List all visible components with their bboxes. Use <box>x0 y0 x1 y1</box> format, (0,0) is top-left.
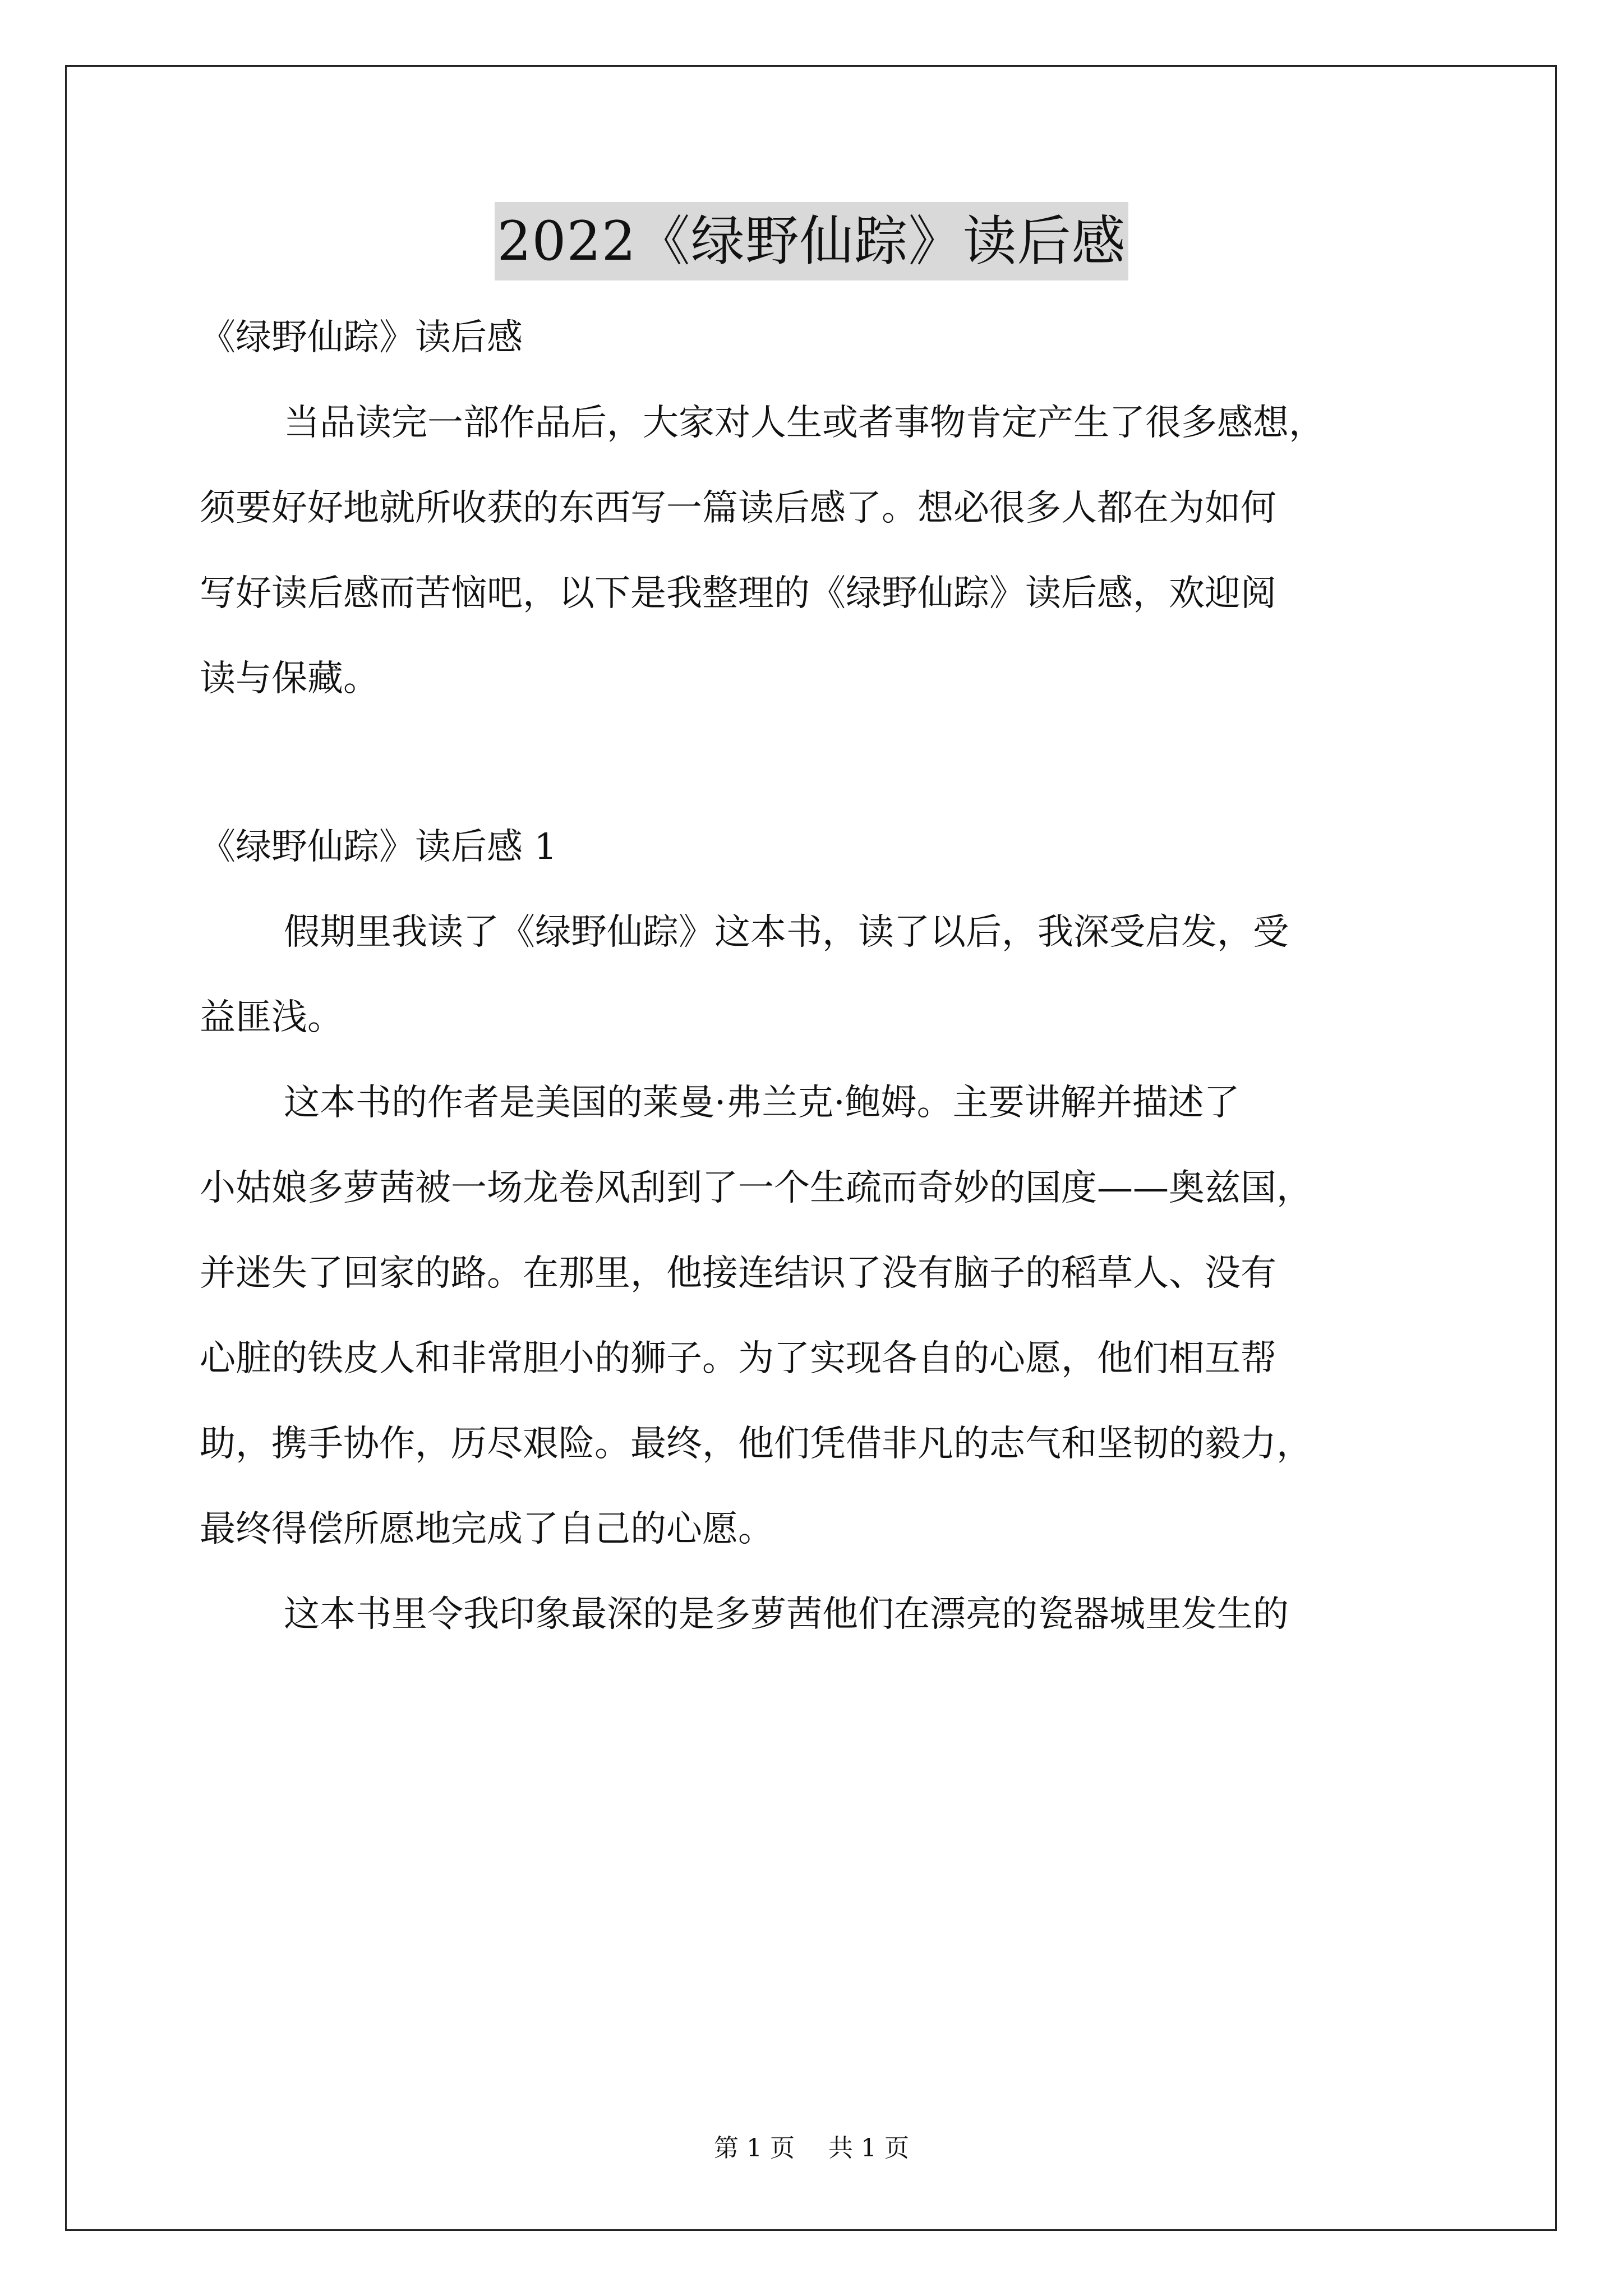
p2-line: 小姑娘多萝茜被一场龙卷风刮到了一个生疏而奇妙的国度——奥兹国， <box>200 1167 1312 1209</box>
page-number: 第 1 页 <box>714 2134 795 2162</box>
p1-line: 假期里我读了《绿野仙踪》这本书，读了以后，我深受启发，受 <box>284 912 1289 953</box>
p3-line: 这本书里令我印象最深的是多萝茜他们在漂亮的瓷器城里发生的 <box>284 1594 1289 1635</box>
p2-line: 并迷失了回家的路。在那里，他接连结识了没有脑子的稻草人、没有 <box>200 1253 1276 1294</box>
intro-line: 写好读后感而苦恼吧，以下是我整理的《绿野仙踪》读后感，欢迎阅 <box>200 573 1276 614</box>
section1-heading: 《绿野仙踪》读后感 1 <box>200 826 557 868</box>
intro-heading: 《绿野仙踪》读后感 <box>200 317 523 358</box>
p2-line: 心脏的铁皮人和非常胆小的狮子。为了实现各自的心愿，他们相互帮 <box>200 1338 1276 1379</box>
intro-line: 当品读完一部作品后，大家对人生或者事物肯定产生了很多感想， <box>284 402 1325 444</box>
p2-line: 最终得偿所愿地完成了自己的心愿。 <box>200 1508 774 1550</box>
p2-line: 这本书的作者是美国的莱曼·弗兰克·鲍姆。主要讲解并描述了 <box>284 1082 1240 1124</box>
page-footer <box>0 2132 1623 2165</box>
page-total: 共 1 页 <box>828 2134 909 2162</box>
p2-line: 助，携手协作，历尽艰险。最终，他们凭借非凡的志气和坚韧的毅力， <box>200 1423 1312 1465</box>
p1-line: 益匪浅。 <box>200 997 343 1038</box>
title-container <box>0 202 1623 280</box>
intro-line: 须要好好地就所收获的东西写一篇读后感了。想必很多人都在为如何 <box>200 487 1276 529</box>
intro-line: 读与保藏。 <box>200 658 379 700</box>
document-body <box>200 315 1428 1637</box>
document-title: 2022《绿野仙踪》读后感 <box>495 202 1128 280</box>
